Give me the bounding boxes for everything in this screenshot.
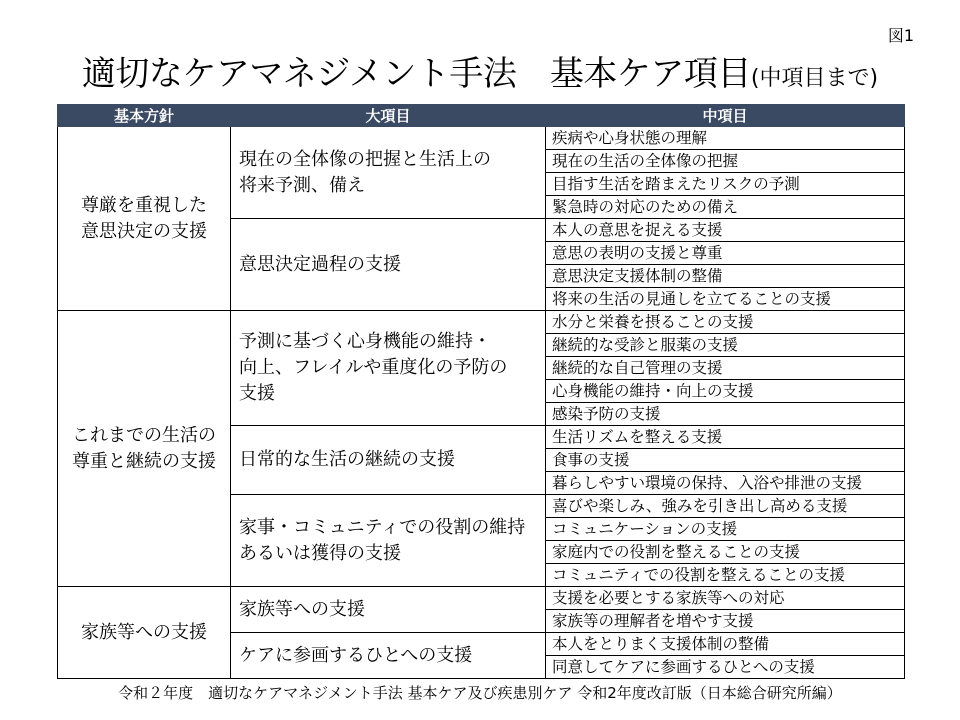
mid-item-cell: 家族等の理解者を増やす支援 bbox=[546, 610, 905, 633]
major-item-cell: 家族等への支援 bbox=[231, 587, 546, 633]
header-mid: 中項目 bbox=[546, 105, 905, 127]
mid-item-cell: 心身機能の維持・向上の支援 bbox=[546, 380, 905, 403]
mid-item-cell: 喜びや楽しみ、強みを引き出し高める支援 bbox=[546, 495, 905, 518]
mid-item-cell: 感染予防の支援 bbox=[546, 403, 905, 426]
major-item-cell: 家事・コミュニティでの役割の維持 あるいは獲得の支援 bbox=[231, 495, 546, 587]
table-header-row bbox=[58, 105, 905, 127]
mid-item-cell: 継続的な自己管理の支援 bbox=[546, 357, 905, 380]
policy-cell: 家族等への支援 bbox=[58, 587, 231, 679]
mid-item-cell: 家庭内での役割を整えることの支援 bbox=[546, 541, 905, 564]
mid-item-cell: 生活リズムを整える支援 bbox=[546, 426, 905, 449]
mid-item-cell: 将来の生活の見通しを立てることの支援 bbox=[546, 288, 905, 311]
mid-item-cell: 支援を必要とする家族等への対応 bbox=[546, 587, 905, 610]
mid-item-cell: 水分と栄養を摂ることの支援 bbox=[546, 311, 905, 334]
mid-item-cell: 疾病や心身状態の理解 bbox=[546, 127, 905, 150]
mid-item-cell: コミュニケーションの支援 bbox=[546, 518, 905, 541]
mid-item-cell: 暮らしやすい環境の保持、入浴や排泄の支援 bbox=[546, 472, 905, 495]
figure-label: 図1 bbox=[887, 26, 914, 45]
mid-item-cell: 目指す生活を踏まえたリスクの予測 bbox=[546, 173, 905, 196]
policy-cell: これまでの生活の 尊重と継続の支援 bbox=[58, 311, 231, 587]
table-body bbox=[58, 127, 905, 679]
mid-item-cell: 意思の表明の支援と尊重 bbox=[546, 242, 905, 265]
major-item-cell: 現在の全体像の把握と生活上の 将来予測、備え bbox=[231, 127, 546, 219]
page-title bbox=[0, 46, 960, 95]
mid-item-cell: コミュニティでの役割を整えることの支援 bbox=[546, 564, 905, 587]
policy-cell: 尊厳を重視した 意思決定の支援 bbox=[58, 127, 231, 311]
mid-item-cell: 緊急時の対応のための備え bbox=[546, 196, 905, 219]
mid-item-cell: 意思決定支援体制の整備 bbox=[546, 265, 905, 288]
mid-item-cell: 同意してケアに参画するひとへの支援 bbox=[546, 656, 905, 679]
header-major: 大項目 bbox=[231, 105, 546, 127]
major-item-cell: 意思決定過程の支援 bbox=[231, 219, 546, 311]
table-row bbox=[58, 587, 905, 610]
mid-item-cell: 現在の生活の全体像の把握 bbox=[546, 150, 905, 173]
major-item-cell: ケアに参画するひとへの支援 bbox=[231, 633, 546, 679]
mid-item-cell: 継続的な受診と服薬の支援 bbox=[546, 334, 905, 357]
mid-item-cell: 本人をとりまく支援体制の整備 bbox=[546, 633, 905, 656]
title-main: 適切なケアマネジメント手法 基本ケア項目 bbox=[81, 54, 751, 94]
major-item-cell: 日常的な生活の継続の支援 bbox=[231, 426, 546, 495]
mid-item-cell: 本人の意思を捉える支援 bbox=[546, 219, 905, 242]
source-citation: 令和２年度 適切なケアマネジメント手法 基本ケア及び疾患別ケア 令和2年度改訂版（日本総合研究所編） bbox=[118, 684, 842, 702]
major-item-cell: 予測に基づく心身機能の維持・ 向上、フレイルや重度化の予防の 支援 bbox=[231, 311, 546, 426]
table-row bbox=[58, 311, 905, 334]
mid-item-cell: 食事の支援 bbox=[546, 449, 905, 472]
title-sub: (中項目まで) bbox=[750, 66, 879, 91]
care-items-table bbox=[57, 104, 905, 679]
header-policy: 基本方針 bbox=[58, 105, 231, 127]
table-row bbox=[58, 127, 905, 150]
